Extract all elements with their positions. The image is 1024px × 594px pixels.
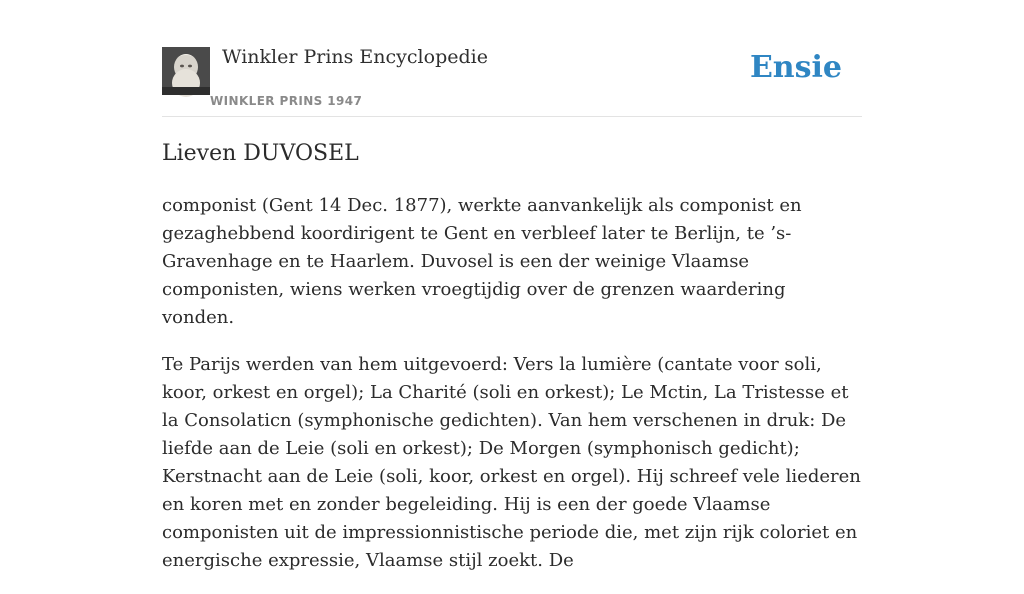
site-title[interactable]: Winkler Prins Encyclopedie xyxy=(222,46,488,68)
brand-logo[interactable]: Ensie xyxy=(749,50,842,85)
avatar[interactable] xyxy=(162,47,210,95)
article-body xyxy=(162,192,862,594)
site-header xyxy=(162,0,862,117)
page-container xyxy=(162,0,862,571)
site-subtitle: WINKLER PRINS 1947 xyxy=(210,94,363,108)
article-paragraph: Te Parijs werden van hem uitgevoerd: Vers la lumière (cantate voor soli, koor, orkest en orgel); La Charité (soli en orkest); Le Mctin, La Tristesse et la Consolaticn (symphonische gedichten). Van hem verschenen in druk: De liefde aan de Leie (soli en orkest); De Morgen (symphonisch gedicht); Kerstnacht aan de Leie (soli, koor, orkest en orgel). Hij schreef vele liederen en koren met en zonder begeleiding. Hij is een der goede Vlaamse componisten uit de impressionnistische periode die, met zijn rijk coloriet en energische expressie, Vlaamse stijl zoekt. De xyxy=(162,354,861,571)
portrait-image xyxy=(162,47,210,95)
article-title: Lieven DUVOSEL xyxy=(162,141,359,166)
article-paragraph: componist (Gent 14 Dec. 1877), werkte aanvankelijk als componist en gezaghebbend koordirigent te Gent en verbleef later te Berlijn, te ’s-Gravenhage en te Haarlem. Duvosel is een der weinige Vlaamse componisten, wiens werken vroegtijdig over de grenzen waardering vonden. xyxy=(162,195,802,328)
